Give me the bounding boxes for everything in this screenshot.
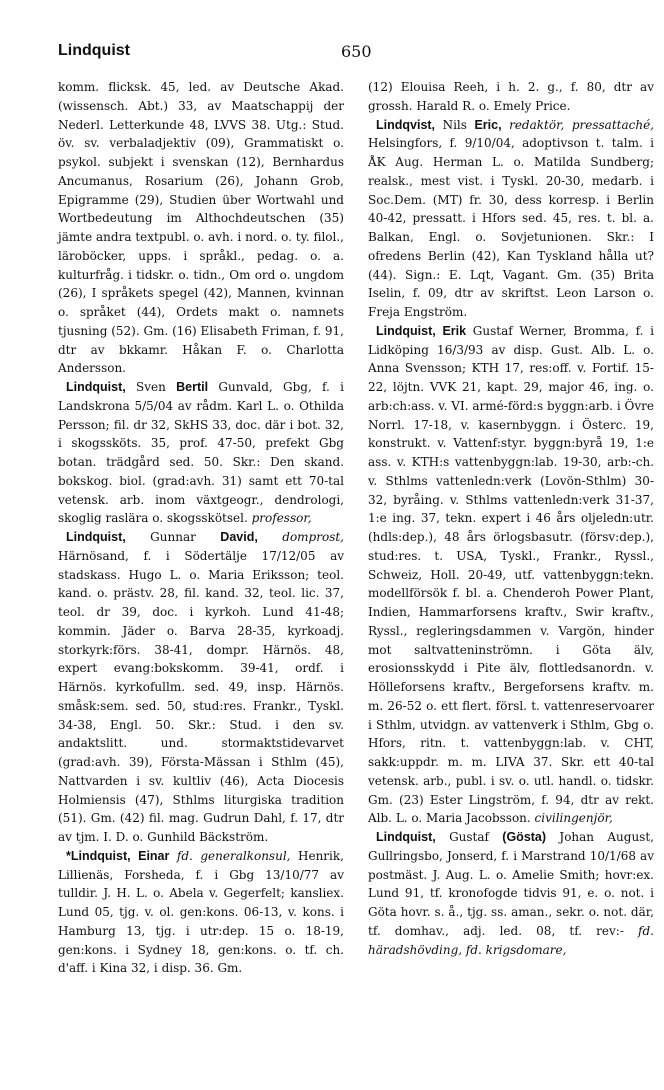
entry-surname: Lindqvist, [376, 117, 436, 132]
entry-occupation: civilingenjör, [534, 811, 613, 826]
entry-text: komm. flicksk. 45, led. av Deutsche Akad. (wissensch. Abt.) 33, av Maatschappij der Nederl. Letterkunde 48, LVVS 38. Utg.: Stud. öv. sv. verbaladjektiv (09), Grammatiskt o. psykol. subjekt i svenskan (12), Bernhardus Ancumanus, Rosarium (26), Johann Grob, Epigramme (29), Studien über Wortwahl und Wortbedeutung im Althochdeutschen (35) jämte andra textpubl. o. avh. i nord. o. ty. filol., läroböcker, upps. i språkl., pedag. o. a. kulturfråg. i tidskr. o. tidn., Om ord o. ungdom (26), I språkets spegel (42), Mannen, kvinnan o. språket (44), Ordets makt o. namnets tjusning (52). Gm. (16) Elisabeth Friman, f. 91, dtr av bkkamr. Håkan F. o. Charlotta Andersson. [58, 80, 344, 376]
entry-occupation: redaktör, pressattaché, [509, 117, 654, 132]
entry-occupation: fd. generalkonsul, [176, 848, 291, 863]
entry-bertil-lindquist [58, 378, 344, 528]
entry-headword: Bertil [176, 380, 209, 394]
page-header [58, 42, 654, 66]
entry-occupation: fd. häradshövding, fd. krigsdomare, [368, 923, 654, 957]
page-number: 650 [341, 42, 372, 61]
entry-forename: Gunnar [150, 530, 196, 544]
entry-continuation [368, 78, 654, 116]
entry-continuation [58, 78, 344, 378]
entry-forename: Gustaf [449, 830, 489, 844]
entry-forename: Nils [442, 117, 467, 132]
entry-surname: Lindquist, [376, 830, 436, 844]
entry-text: Härnösand, f. i Södertälje 17/12/05 av stadskass. Hugo L. o. Maria Eriksson; teol. kand. o. prästv. 28, fil. kand. 32, teol. lic. 37, teol. dr 39, doc. i kyrkoh. Lund 41-48; kommin. Jäder o. Barva 28-35, kyrkoadj. storkyrk:förs. 38-41, dompr. Härnös. 48, expert evang:bokskomm. 39-41, ordf. i Härnös. kyrkofullm. sed. 49, insp. Härnös. småsk:sem. sed. 50, stud:res. Frankr., Tyskl. 34-38, Engl. 50. Skr.: Stud. i den sv. andaktslitt. und. stormaktstidevarvet (grad:avh. 39), Första-Mässan i Sthlm (45), Nattvarden i sv. kultliv (46), Acta Diocesis Holmiensis (47), Sthlms liturgiska tradition (51). Gm. (42) fil. mag. Gudrun Dahl, f. 17, dtr av tjm. I. D. o. Gunhild Bäckström. [58, 548, 344, 844]
entry-headword: Erik [442, 323, 467, 338]
entry-einar-lindquist [58, 847, 344, 978]
entry-eric-lindqvist [368, 116, 654, 322]
entry-text: Gustaf Werner, Bromma, f. i Lidköping 16/3/93 av disp. Gust. Alb. L. o. Anna Svensson; KTH 17, res:off. v. Fortif. 15-22, löjtn. VVK 21, kapt. 29, major 46, ing. o. arb:ch:ass. v. VI. armé-förd:s byggn:arb. i Övre Norrl. 17-18, v. kasernbyggn. i Österс. 19, konstrukt. v. Vattenf:styr. byggn:byrå 19, 1:e ass. v. KTH:s vattenbyggn:lab. 19-30, arb:-ch. v. Sthlms vattenledn:verk (Lovön-Sthlm) 30-32, byråing. v. Sthlms vattenledn:verk 31-37, 1:e ing. 37, tekn. expert i 46 års oljeledn:utr. (hdls:dep.), 48 års örlogsbasutr. (försv:dep.), stud:res. t. USA, Tyskl., Frankr., Ryssl., Schweiz, Holl. 20-49, utf. vattenbyggn:tekn. modellförsök f. bl. a. Chenderoh Power Plant, Indien, Hammarforsens kraftv., Swir kraftv., Ryssl., regleringsdammen v. Vargön, hinder mot saltvatteninströmn. i Göta älv, erosionsskydd i Pite älv, flottledsanordn. v. Hölleforsens kraftv., Bergeforsens kraftv. m. m. 26-52 o. ett flert. försl. t. vattenreservoarer i Sthlm, utvidgn. av vattenverk i Sthlm, Gbg o. Hfors, ritn. t. vattenbyggn:lab. v. CHT, sakk:uppdr. m. m. LIVA 37. Skr. ett 40-tal vetensk. arb., publ. i sv. o. utl. handl. o. tidskr. Gm. (23) Ester Lingström, f. 94, dtr av rekt. Alb. L. o. Maria Jacobsson. [368, 323, 654, 826]
entry-headword: Eric, [474, 117, 502, 132]
right-column [368, 78, 654, 959]
entry-forename: Sven [136, 380, 166, 394]
entry-surname: *Lindquist, [66, 848, 131, 863]
entry-text: (12) Elouisa Reeh, i h. 2. g., f. 80, dtr av grossh. Harald R. o. Emely Price. [368, 80, 654, 113]
entry-david-lindquist [58, 528, 344, 847]
entry-surname: Lindquist, [376, 323, 436, 338]
entry-text: Henrik, Lillienäs, Forsheda, f. i Gbg 13/10/77 av tulldir. J. H. L. o. Abela v. Gegerfelt; kansliex. Lund 05, tjg. v. ol. gen:kons. 06-13, v. kons. i Hamburg 13, tjg. i utr:dep. 15 o. 18-19, gen:kons. i Sydney 18, gen:kons. o. tf. ch. d'aff. i Kina 32, i disp. 36. Gm. [58, 848, 344, 976]
running-head: Lindquist [58, 42, 130, 59]
left-column [58, 78, 344, 978]
entry-headword: (Gösta) [502, 830, 547, 844]
entry-erik-lindquist [368, 322, 654, 828]
entry-occupation: domprost, [282, 530, 344, 544]
entry-headword: Einar [138, 848, 170, 863]
entry-text: Gunvald, Gbg, f. i Landskrona 5/5/04 av rådm. Karl L. o. Othilda Persson; fil. dr 32, SkHS 33, doc. där i bot. 32, i skogssköts. 35, prof. 47-50, prefekt Gbg botan. trädgård sed. 50. Skr.: Den skand. bokskog. biol. (grad:avh. 31) samt ett 70-tal vetensk. arb. inom växtgeogr., dendrologi, skoglig raslära o. skogsskötsel. [58, 380, 344, 526]
entry-surname: Lindquist, [66, 380, 126, 394]
entry-headword: David, [220, 530, 258, 544]
entry-gosta-lindquist [368, 828, 654, 959]
entry-text: Johan August, Gullringsbo, Jonserd, f. i Marstrand 10/1/68 av postmäst. J. Aug. L. o. Amelie Smith; hovr:ex. Lund 91, tf. kronofogde tidvis 91, e. o. not. i Göta hovr. s. å., tjg. ss. aman., sekr. o. not. där, tf. domhav., adj. led. 08, tf. rev:- [368, 830, 654, 938]
entry-occupation: professor, [251, 511, 312, 526]
entry-text: Helsingfors, f. 9/10/04, adoptivson t. talm. i ÅK Aug. Herman L. o. Matilda Sundberg; realsk., mest vist. i Tyskl. 20-30, medarb. i Soc.Dem. (MT) fr. 30, dess korresp. i Berlin 40-42, pressatt. i Hfors sed. 45, res. t. bl. a. Balkan, Engl. o. Sovjetunionen. Skr.: I ofredens Berlin (42), Kan Tyskland hålla ut? (44). Sign.: E. Lqt, Vagant. Gm. (35) Brita Iselin, f. 09, dtr av skriftst. Leon Larson o. Freja Engström. [368, 136, 654, 319]
entry-surname: Lindquist, [66, 530, 126, 544]
